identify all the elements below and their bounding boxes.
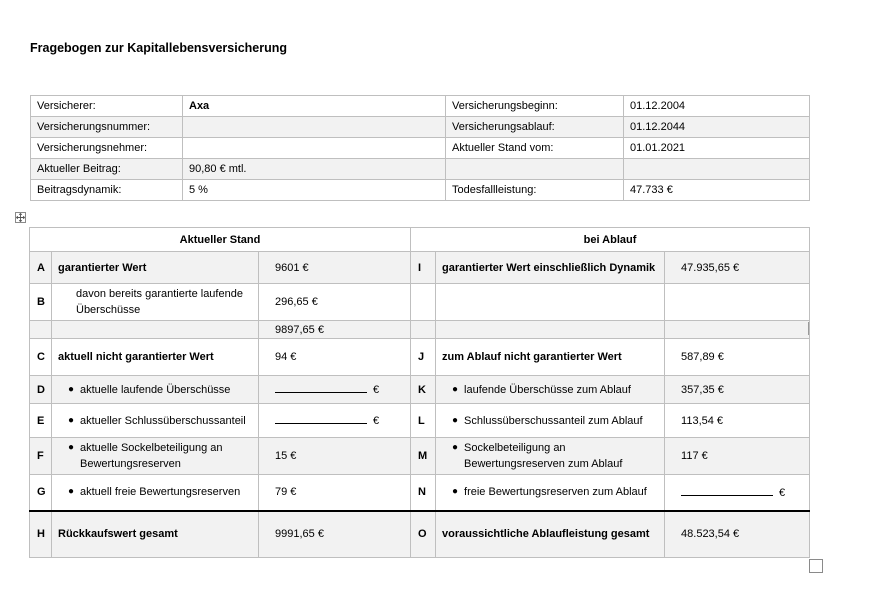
info-label[interactable]: Beitragsdynamik: (31, 180, 183, 201)
row-label: freie Bewertungsreserven zum Ablauf (464, 486, 647, 499)
bullet-icon: ● (452, 383, 459, 395)
info-value[interactable]: 01.12.2044 (624, 117, 810, 138)
empty-cell[interactable] (436, 321, 665, 339)
info-label[interactable]: Aktueller Stand vom: (446, 138, 624, 159)
info-value[interactable]: 90,80 € mtl. (183, 159, 446, 180)
info-value[interactable] (624, 159, 810, 180)
info-row (31, 117, 810, 138)
info-value[interactable]: 47.733 € (624, 180, 810, 201)
info-value[interactable]: 01.12.2004 (624, 96, 810, 117)
row-label: aktueller Schlussüberschussanteil (80, 414, 246, 427)
row-label: Schlussüberschussanteil zum Ablauf (464, 414, 643, 427)
row-letter[interactable]: G (30, 475, 52, 511)
row-value: € (373, 384, 380, 396)
row-label: aktuell freie Bewertungsreserven (80, 486, 241, 499)
row-letter[interactable]: A (30, 252, 52, 284)
row-letter[interactable]: J (411, 339, 436, 376)
row-label: Sockelbeteiligung an Bewertungsreserven zum Ablauf (464, 442, 623, 470)
empty-cell[interactable] (665, 321, 810, 339)
blank-line (681, 484, 773, 496)
row-letter[interactable]: E (30, 404, 52, 438)
row-value: € (779, 486, 786, 499)
info-value[interactable]: 5 % (183, 180, 446, 201)
row-value[interactable]: 94 € (259, 339, 411, 376)
info-label[interactable]: Versicherungsnehmer: (31, 138, 183, 159)
row-label-cell[interactable] (52, 404, 259, 438)
row-value[interactable]: 9897,65 € (259, 321, 411, 339)
row-letter[interactable]: L (411, 404, 436, 438)
info-label[interactable] (446, 159, 624, 180)
row-value-cell[interactable] (259, 376, 411, 404)
table-row (30, 404, 810, 438)
empty-cell[interactable] (665, 284, 810, 321)
row-label-cell[interactable] (52, 376, 259, 404)
table-move-handle-icon[interactable] (15, 212, 26, 223)
row-value-cell[interactable] (259, 404, 411, 438)
info-value[interactable] (183, 117, 446, 138)
table-row (30, 284, 810, 321)
empty-cell[interactable] (411, 284, 436, 321)
bullet-icon: ● (452, 486, 459, 498)
table-row (30, 252, 810, 284)
row-label-cell[interactable] (436, 438, 665, 475)
row-label-cell[interactable] (52, 475, 259, 511)
info-label[interactable]: Versicherer: (31, 96, 183, 117)
header-at-maturity[interactable]: bei Ablauf (411, 228, 810, 252)
row-value-cell[interactable] (665, 475, 810, 511)
row-value[interactable]: 15 € (259, 438, 411, 475)
empty-cell[interactable] (436, 284, 665, 321)
row-value[interactable]: 9991,65 € (259, 511, 411, 558)
info-label[interactable]: Versicherungsbeginn: (446, 96, 624, 117)
row-letter[interactable]: D (30, 376, 52, 404)
table-row (30, 321, 810, 339)
info-label[interactable]: Aktueller Beitrag: (31, 159, 183, 180)
row-value[interactable]: 113,54 € (665, 404, 810, 438)
row-label-cell[interactable] (436, 404, 665, 438)
table-row (30, 339, 810, 376)
row-value[interactable]: 48.523,54 € (665, 511, 810, 558)
header-row (30, 228, 810, 252)
row-value[interactable]: 47.935,65 € (665, 252, 810, 284)
table-row (30, 438, 810, 475)
row-letter[interactable]: I (411, 252, 436, 284)
row-label[interactable]: garantierter Wert (52, 252, 259, 284)
info-value[interactable] (183, 138, 446, 159)
row-label: laufende Überschüsse zum Ablauf (464, 383, 631, 396)
table-resize-handle-icon[interactable] (809, 559, 823, 573)
row-letter[interactable]: F (30, 438, 52, 475)
bullet-icon: ● (68, 486, 75, 498)
info-row (31, 138, 810, 159)
empty-cell[interactable] (411, 321, 436, 339)
row-label-cell[interactable] (436, 475, 665, 511)
table-row (30, 376, 810, 404)
row-label-cell[interactable] (436, 376, 665, 404)
info-label[interactable]: Todesfallleistung: (446, 180, 624, 201)
row-label[interactable]: garantierter Wert einschließlich Dynamik (436, 252, 665, 284)
bullet-icon: ● (452, 414, 459, 426)
info-row (31, 180, 810, 201)
row-letter[interactable]: M (411, 438, 436, 475)
row-value[interactable]: 296,65 € (259, 284, 411, 321)
bullet-icon: ● (68, 383, 75, 395)
row-label-cell[interactable] (52, 438, 259, 475)
row-letter[interactable]: K (411, 376, 436, 404)
bullet-icon: ● (68, 414, 75, 426)
row-value[interactable]: 117 € (665, 438, 810, 475)
row-value[interactable]: 357,35 € (665, 376, 810, 404)
blank-line (275, 412, 367, 424)
table-row (30, 511, 810, 558)
row-letter[interactable]: O (411, 511, 436, 558)
header-current-state[interactable]: Aktueller Stand (30, 228, 411, 252)
row-label[interactable]: zum Ablauf nicht garantierter Wert (436, 339, 665, 376)
info-value[interactable]: Axa (183, 96, 446, 117)
info-row (31, 159, 810, 180)
row-label: aktuelle laufende Überschüsse (80, 383, 231, 396)
comparison-table (29, 227, 810, 558)
info-row (31, 96, 810, 117)
row-letter[interactable]: N (411, 475, 436, 511)
row-letter[interactable]: B (30, 284, 52, 321)
row-value[interactable]: 79 € (259, 475, 411, 511)
bullet-icon: ● (68, 442, 75, 453)
info-value[interactable]: 01.01.2021 (624, 138, 810, 159)
info-label[interactable]: Versicherungsablauf: (446, 117, 624, 138)
row-value[interactable]: 587,89 € (665, 339, 810, 376)
empty-cell[interactable] (30, 321, 52, 339)
row-label[interactable]: voraussichtliche Ablaufleistung gesamt (436, 511, 665, 558)
empty-cell[interactable] (52, 321, 259, 339)
row-label[interactable]: Rückkaufswert gesamt (52, 511, 259, 558)
row-letter[interactable]: H (30, 511, 52, 558)
blank-line (275, 381, 367, 393)
row-label[interactable]: aktuell nicht garantierter Wert (52, 339, 259, 376)
row-label: aktuelle Sockelbeteiligung an Bewertungsreserven (80, 442, 223, 470)
table-row (30, 475, 810, 511)
row-label[interactable]: davon bereits garantierte laufende Überschüsse (52, 284, 259, 321)
row-value[interactable]: 9601 € (259, 252, 411, 284)
document-title: Fragebogen zur Kapitallebensversicherung (30, 41, 288, 55)
row-letter[interactable]: C (30, 339, 52, 376)
policy-info-table (30, 95, 810, 201)
column-resize-marker (808, 322, 809, 335)
row-value: € (373, 415, 380, 427)
bullet-icon: ● (452, 442, 459, 453)
info-label[interactable]: Versicherungsnummer: (31, 117, 183, 138)
